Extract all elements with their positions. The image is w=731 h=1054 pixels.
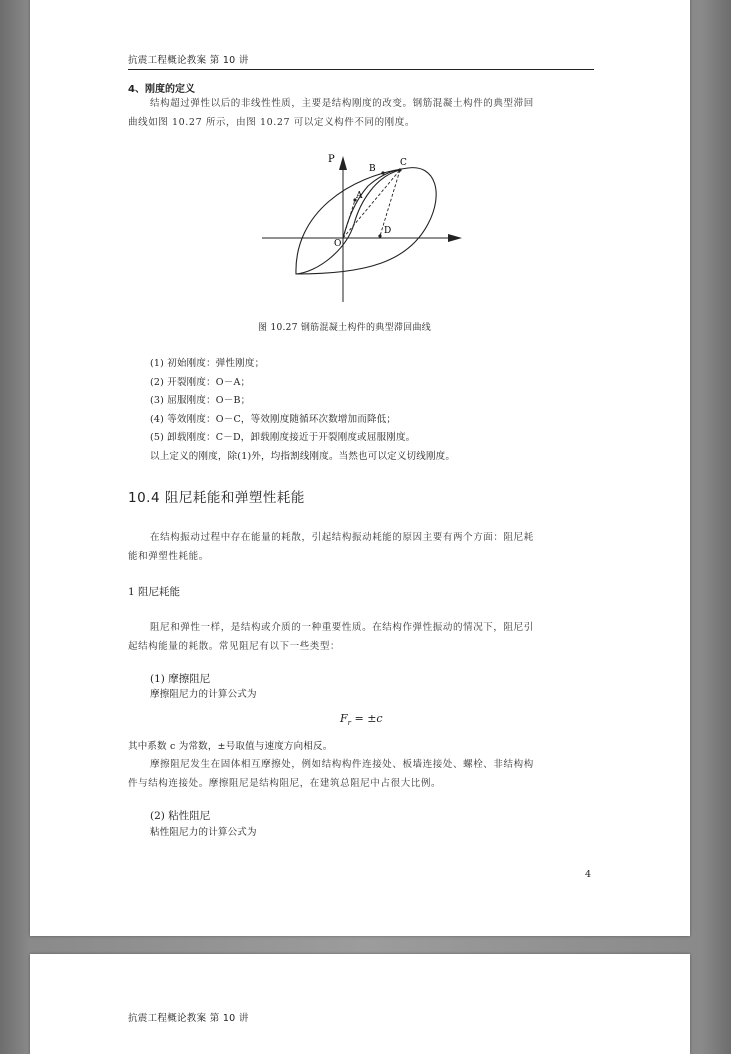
stiffness-item-2: (2) 开裂刚度：O－A； bbox=[150, 377, 251, 388]
secant-oc bbox=[343, 170, 400, 238]
figure-caption: 图 10.27 钢筋混凝土构件的典型滞回曲线 bbox=[258, 323, 432, 333]
friction-heading: (1) 摩擦阻尼 bbox=[150, 673, 211, 685]
viscous-heading: (2) 粘性阻尼 bbox=[150, 810, 211, 822]
header-divider bbox=[128, 69, 594, 70]
formula-force: F bbox=[340, 712, 348, 725]
y-axis-arrow bbox=[339, 156, 347, 170]
label-o: O bbox=[334, 239, 342, 249]
stiffness-item-1: (1) 初始刚度：弹性刚度； bbox=[150, 358, 265, 369]
point-c bbox=[398, 168, 401, 171]
document-page-2 bbox=[30, 954, 690, 1054]
stiffness-item-4: (4) 等效刚度：O－C，等效刚度随循环次数增加而降低； bbox=[150, 414, 397, 425]
label-b: B bbox=[369, 164, 376, 174]
page-number: 4 bbox=[585, 869, 592, 880]
hysteresis-figure bbox=[258, 154, 478, 304]
section-10-4-para-line1: 在结构振动过程中存在能量的耗散，引起结构振动耗能的原因主要有两个方面：阻尼耗 bbox=[150, 532, 534, 543]
page-header: 抗震工程概论教案 第 10 讲 bbox=[128, 55, 249, 66]
point-b bbox=[381, 171, 384, 174]
label-p: P bbox=[328, 154, 335, 165]
hysteresis-loop bbox=[296, 168, 436, 274]
damping-heading: 1 阻尼耗能 bbox=[128, 586, 181, 598]
point-d bbox=[378, 234, 381, 237]
page-2-header: 抗震工程概论教案 第 10 讲 bbox=[128, 1013, 249, 1024]
section-4-intro-line2: 曲线如图 10.27 所示，由图 10.27 可以定义构件不同的刚度。 bbox=[128, 117, 415, 128]
label-c: C bbox=[400, 158, 407, 168]
section-4-intro-line1: 结构超过弹性以后的非线性性质，主要是结构刚度的改变。钢筋混凝土构件的典型滞回 bbox=[150, 98, 534, 109]
section-4-heading: 4、刚度的定义 bbox=[128, 84, 195, 95]
x-axis-arrow bbox=[448, 234, 462, 242]
friction-formula bbox=[340, 712, 383, 727]
document-page-1 bbox=[30, 0, 690, 936]
formula-rhs: = ±c bbox=[351, 712, 383, 725]
friction-formula-intro: 摩擦阻尼力的计算公式为 bbox=[150, 689, 257, 700]
friction-para-line1: 摩擦阻尼发生在固体相互摩擦处，例如结构构件连接处、板墙连接处、螺栓、非结构构 bbox=[150, 759, 534, 770]
stiffness-item-5: (5) 卸载刚度：C－D，卸载刚度接近于开裂刚度或屈服刚度。 bbox=[150, 432, 416, 443]
stiffness-note: 以上定义的刚度，除(1)外，均指割线刚度。当然也可以定义切线刚度。 bbox=[150, 451, 456, 462]
damping-para-line1: 阻尼和弹性一样，是结构或介质的一种重要性质。在结构作弹性振动的情况下，阻尼引 bbox=[150, 622, 534, 633]
friction-coefficient-note: 其中系数 c 为常数，±号取值与速度方向相反。 bbox=[128, 741, 333, 752]
label-a: A bbox=[356, 191, 363, 201]
section-10-4-para-line2: 能和弹塑性耗能。 bbox=[128, 551, 209, 562]
viscous-formula-intro: 粘性阻尼力的计算公式为 bbox=[150, 827, 257, 838]
damping-para-line2: 起结构能量的耗散。常见阻尼有以下一些类型： bbox=[128, 641, 341, 652]
section-10-4-heading: 10.4 阻尼耗能和弹塑性耗能 bbox=[128, 490, 305, 506]
friction-para-line2: 件与结构连接处。摩擦阻尼是结构阻尼，在建筑总阻尼中占很大比例。 bbox=[128, 778, 442, 789]
formula-subscript: r bbox=[347, 719, 351, 728]
stiffness-item-3: (3) 屈服刚度：O－B； bbox=[150, 395, 251, 406]
label-d: D bbox=[384, 226, 392, 236]
